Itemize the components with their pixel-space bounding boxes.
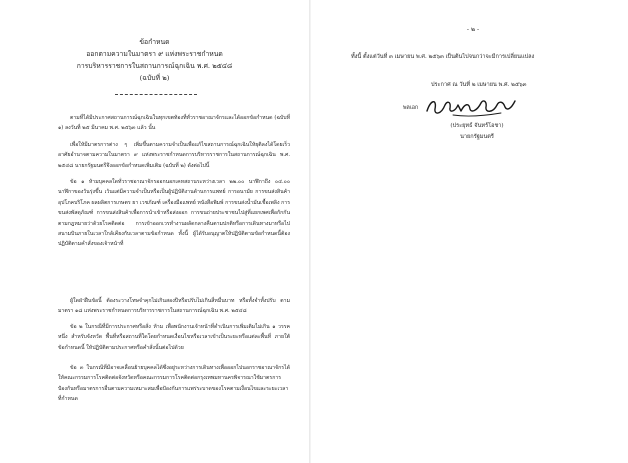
signer-rank: พลเอก [403, 105, 419, 111]
handwritten-signature [423, 93, 519, 119]
signer-title: นายกรัฐมนตรี [460, 134, 494, 140]
paragraph-preamble: ตามที่ได้มีประกาศสถานการณ์ฉุกเฉินในทุกเขตท้องที่ทั่วราชอาณาจักรและได้ออกข้อกำหนด (ฉบับที่ ๑) ลงวันที่ ๒๕ มีนาคม พ.ศ. ๒๕๖๓ แล้ว นั้น [58, 115, 290, 132]
paragraph-clause-3: ข้อ ๓ ในกรณีที่มีอาจเคลื่อนย้ายบุคคลได้ซึ่งอยู่ระหว่างการเดินทางเพื่อออกไปนอกราชอาณาจักรได้ ให้คณะกรรมการโรคติดต่อจังหวัดหรือคณะกรรมการโรคติดต่อกรุงเทพมหานครพิจารณาใช้มาตรการป้องกันหรือมาตรการอื่นตามความเหมาะสมเพื่อป้องกันการแพร่ระบาดของโรคตามเงื่อนไขและระยะเวลาที่กำหนด [58, 365, 290, 403]
paragraph-penalty: ผู้ใดฝ่าฝืนข้อนี้ ต้องระวางโทษจำคุกไม่เกินสองปีหรือปรับไม่เกินสี่หมื่นบาท หรือทั้งจำทั้งปรับ ตามมาตรา ๑๘ แห่งพระราชกำหนดการบริหารราชการในสถานการณ์ฉุกเฉิน พ.ศ. ๒๕๔๘ [58, 298, 290, 315]
effective-date-line: ทั้งนี้ ตั้งแต่วันที่ ๓ เมษายน พ.ศ. ๒๕๖๓ เป็นต้นไปจนกว่าจะมีการเปลี่ยนแปลง [351, 54, 535, 60]
left-page [0, 0, 309, 463]
paragraph-clause-1: ข้อ ๑ ห้ามบุคคลใดทั่วราชอาณาจักรออกนอกเคหสถานระหว่างเวลา ๒๒.๐๐ นาฬิกาถึง ๐๔.๐๐ นาฬิกาของวันรุ่งขึ้น เว้นแต่มีความจำเป็นหรือเป็นผู้ปฏิบัติงานด้านการแพทย์ การอนามัย การขนส่งสินค้าอุปโภคบริโภค ผลผลิตการเกษตร ยา เวชภัณฑ์ เครื่องมือแพทย์ หนังสือพิมพ์ การขนส่งน้ำมันเชื้อเพลิง การขนส่งพัสดุภัณฑ์ การขนส่งสินค้าเพื่อการนำเข้าหรือส่งออก การขนถ่ายประชาชนไปสู่ที่แยกเพศเพื่อกักกันตามกฎหมายว่าด้วยโรคติดต่อ การเข้าออกเวรทำงานผลัดกลางคืนตามปกติหรือการเดินทางมาหรือไปสนามบินภายในเวลาใกล้เคียงกับเวลาตามข้อกำหนด ทั้งนี้ ผู้ได้รับอนุญาตให้ปฏิบัติตามข้อกำหนดนี้ต้องปฏิบัติตามคำสั่งของเจ้าหน้าที่ [58, 179, 290, 248]
right-page [311, 0, 628, 463]
page-number: - ๒ - [466, 26, 480, 33]
paragraph-clause-2: ข้อ ๒ ในกรณีที่มีการประกาศหรือสั่ง ห้าม เพื่อพนักงานเจ้าหน้าที่ดำเนินการเพิ่มเติมไม่เกิน ๑ วรรคหนึ่ง สำหรับจังหวัด พื้นที่หรือสถานที่ใดโดยกำหนดเงื่อนไขหรือเวลาเข้าเป็นระยะหรือแต่ละพื้นที่ ภายใต้ข้อกำหนดนี้ ให้ปฏิบัติตามประกาศหรือคำสั่งนั้นต่อไปด้วย [58, 324, 290, 351]
paragraph-authority: เพื่อให้มีมาตรการต่าง ๆ เพิ่มขึ้นตามความจำเป็นเพื่อแก้ไขสถานการณ์ฉุกเฉินให้ยุติลงได้โดยเร็ว อาศัยอำนาจตามความในมาตรา ๙ แห่งพระราชกำหนดการบริหารราชการในสถานการณ์ฉุกเฉิน พ.ศ. ๒๕๔๘ นายกรัฐมนตรีจึงออกข้อกำหนดเพิ่มเติม (ฉบับที่ ๒) ดังต่อไปนี้ [58, 142, 290, 169]
header-act-line: การบริหารราชการในสถานการณ์ฉุกเฉิน พ.ศ. ๒๕๔๘ [76, 62, 233, 70]
header-authority-line: ออกตามความในมาตรา ๙ แห่งพระราชกำหนด [86, 50, 223, 58]
issue-date-line: ประกาศ ณ วันที่ ๒ เมษายน พ.ศ. ๒๕๖๓ [431, 82, 527, 88]
document-title: ข้อกำหนด [139, 38, 170, 46]
header-issue-number: (ฉบับที่ ๒) [139, 74, 170, 82]
signer-name: (ประยุทธ์ จันทร์โอชา) [450, 123, 504, 129]
header-divider [115, 94, 197, 95]
